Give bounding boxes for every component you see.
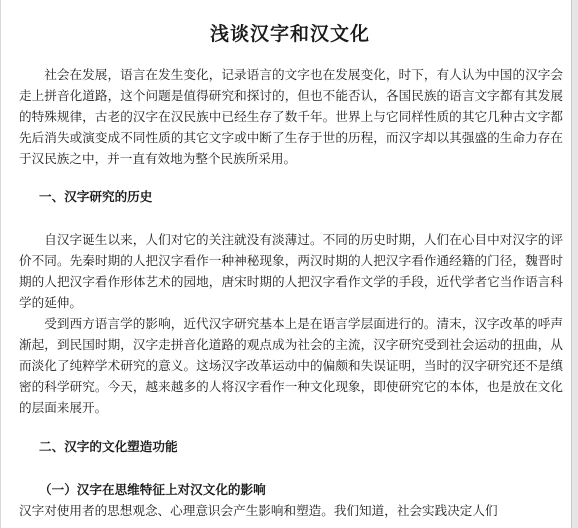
section-heading-culture: 二、汉字的文化塑造功能 bbox=[39, 439, 178, 454]
document-title: 浅谈汉字和汉文化 bbox=[209, 22, 370, 45]
subsection-heading-thinking: （一）汉字在思维特征上对汉文化的影响 bbox=[39, 482, 266, 497]
culture-paragraph-1: 汉字对使用者的思想观念、心理意识会产生影响和塑造。我们知道，社会实践决定人们 bbox=[19, 503, 498, 518]
history-paragraph-2: 受到西方语言学的影响，近代汉字研究基本上是在语言学层面进行的。清末，汉字改革的呼声渐起，到民国时期，汉字走拼音化道路的观点成为社会的主流，汉字研究受到社会运动的扭曲，从而淡化了纯粹学术研究的意义。这场汉字改革运动中的偏颇和失误证明，当时的汉字研究还不是缜密的科学研究。今天，越来越多的人将汉字看作一种文化现象，即使研究它的本体，也是放在文化的层面来展开。 bbox=[19, 316, 563, 415]
scrollbar-edge[interactable] bbox=[571, 0, 578, 528]
intro-paragraph: 社会在发展，语言在发生变化，记录语言的文字也在发展变化，时下，有人认为中国的汉字会走上拼音化道路，这个问题是值得研究和探讨的，但也不能否认，各国民族的语言文字都有其发展的特殊规律，古老的汉字在汉民族中已经生存了数千年。世界上与它同样性质的其它几种古文字都先后消失或演变成不同性质的其它文字或中断了生存于世的历程，而汉字却以其强盛的生命力存在于汉民族之中，并一直有效地为整个民族所采用。 bbox=[19, 67, 563, 166]
section-heading-history: 一、汉字研究的历史 bbox=[39, 189, 153, 204]
history-paragraph-1: 自汉字诞生以来，人们对它的关注就没有淡薄过。不同的历史时期，人们在心目中对汉字的评价不同。先秦时期的人把汉字看作一种神秘现象，两汉时期的人把汉字看作通经籍的门径，魏晋时期的人把汉字看作形体艺术的园地，唐宋时期的人把汉字看作文学的手段，近代学者它当作语言科学的延伸。 bbox=[19, 232, 563, 310]
